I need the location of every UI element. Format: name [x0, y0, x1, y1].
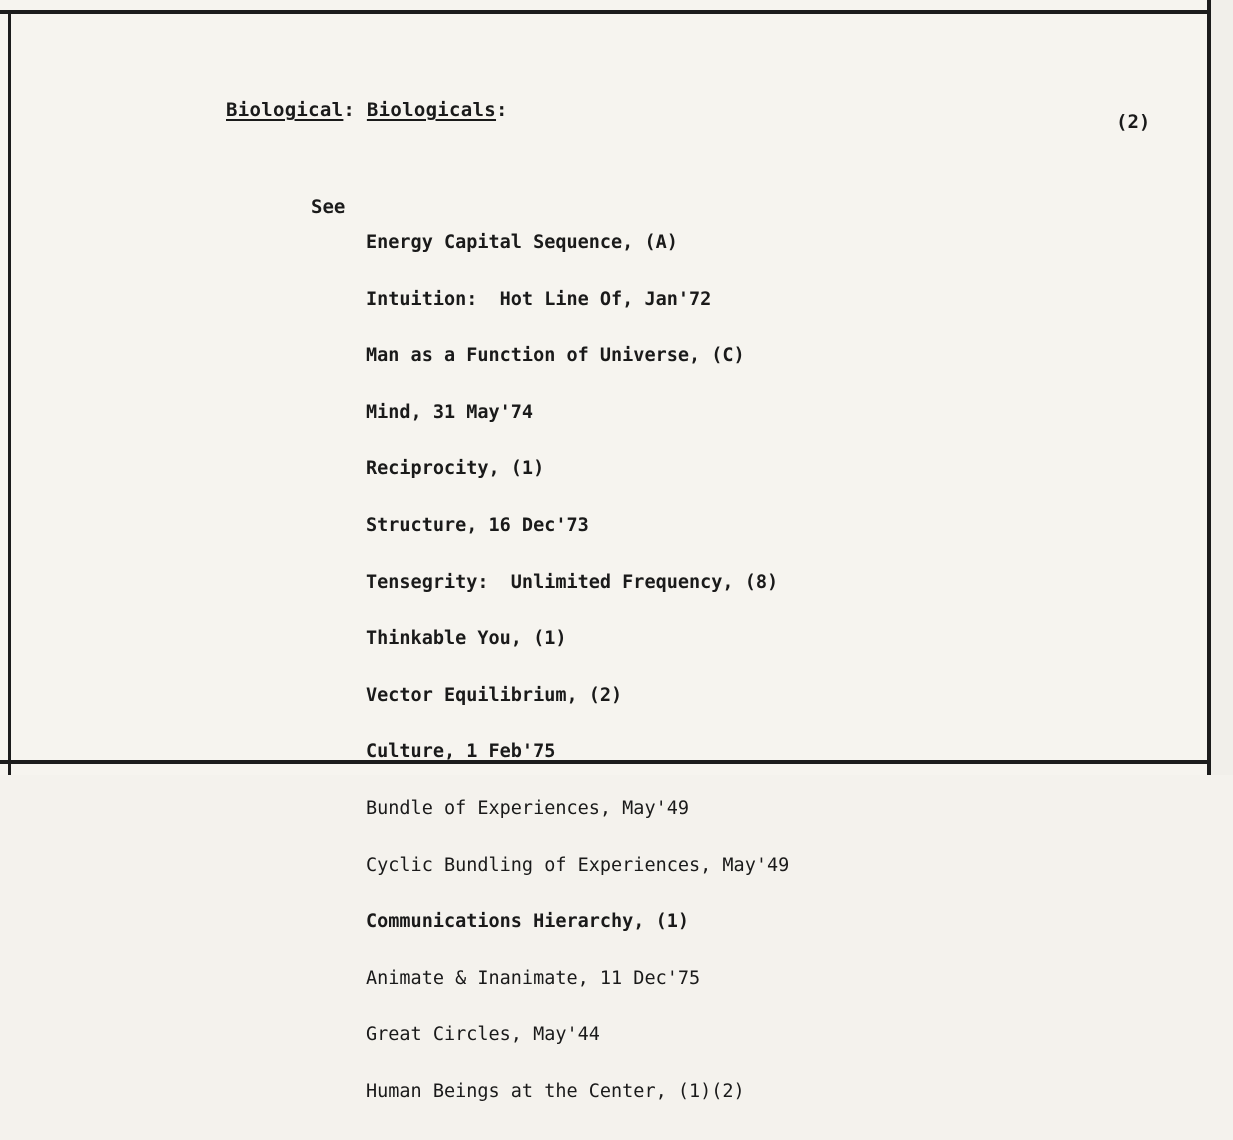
list-item: Mind, 31 May'74 — [366, 401, 534, 423]
cross-reference-list — [366, 196, 789, 1140]
card-number: (2) — [1116, 111, 1151, 133]
heading-separator: : — [343, 99, 367, 121]
card-heading — [226, 99, 508, 121]
heading-sub: Biologicals — [366, 99, 497, 121]
list-item: Energy Capital Sequence, (A) — [366, 232, 678, 253]
list-item: Man as a Function of Universe, (C) — [366, 345, 745, 367]
list-item: Communications Hierarchy, (1) — [366, 911, 690, 933]
list-item: Tensegrity: Unlimited Frequency, (8) — [366, 571, 779, 593]
list-item: Reciprocity, (1) — [366, 458, 545, 480]
card-top-rule — [0, 10, 1233, 14]
see-label: See — [311, 196, 346, 218]
list-item: Bundle of Experiences, May'49 — [366, 797, 690, 819]
list-item: Great Circles, May'44 — [366, 1024, 600, 1046]
list-item: Human Beings at the Center, (1)(2) — [366, 1080, 745, 1102]
list-item: Structure, 16 Dec'73 — [366, 514, 589, 536]
heading-main: Biological — [226, 99, 344, 121]
card-left-rule — [8, 10, 11, 775]
card-right-margin — [1211, 0, 1233, 775]
list-item: Animate & Inanimate, 11 Dec'75 — [366, 967, 701, 989]
heading-colon: : — [496, 99, 508, 121]
list-item: Thinkable You, (1) — [366, 628, 567, 650]
list-item: Intuition: Hot Line Of, Jan'72 — [366, 288, 712, 310]
list-item: Culture, 1 Feb'75 — [366, 741, 556, 763]
list-item: Cyclic Bundling of Experiences, May'49 — [366, 854, 790, 876]
list-item: Vector Equilibrium, (2) — [366, 684, 623, 706]
